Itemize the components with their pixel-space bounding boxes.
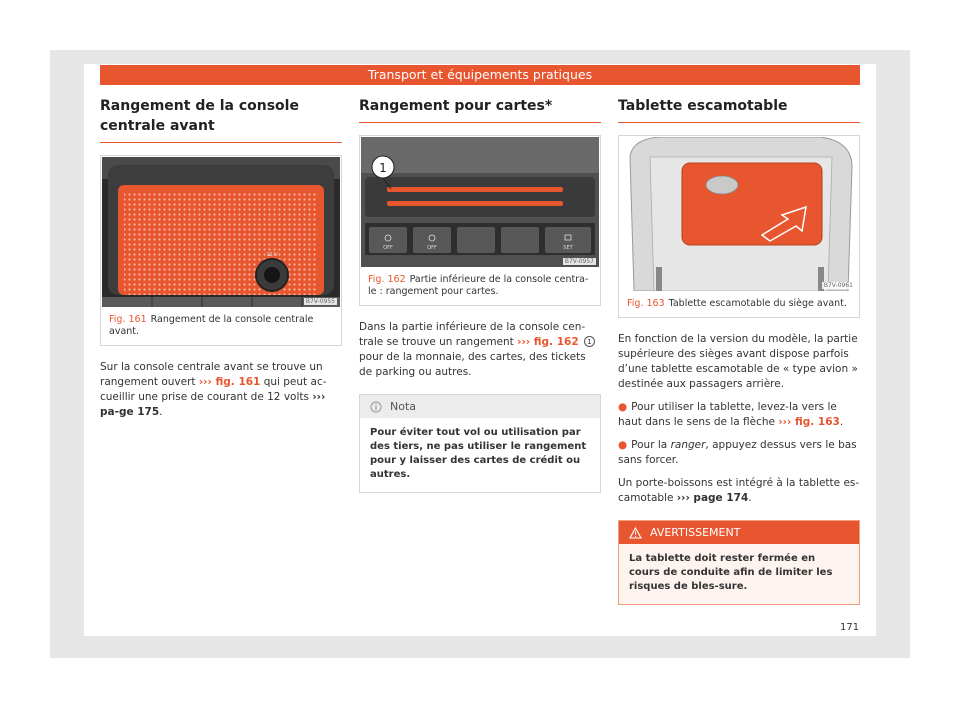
callout-marker: 1 (584, 336, 595, 347)
figure-caption (101, 308, 341, 345)
note-label: Nota (390, 400, 417, 413)
figure-link[interactable]: ››› fig. 163 (778, 416, 840, 428)
caption-text: Tablette escamotable du siège avant. (668, 298, 847, 309)
console-storage-illustration (102, 157, 340, 307)
figure-number: Fig. 161 (109, 314, 147, 325)
paragraph: En fonction de la version du modèle, la partie supérieure des sièges avant dispose parfois d’une tablette escamotable de « type avion » destinée aux passagers arrière. (618, 333, 858, 390)
svg-text:OFF: OFF (383, 245, 393, 251)
info-icon (370, 401, 382, 413)
note-header (360, 395, 600, 418)
body-text (359, 320, 601, 380)
warning-label: AVERTISSEMENT (650, 526, 741, 539)
caption-text: Partie inférieure de la console centra-le : rangement pour cartes. (368, 274, 589, 297)
warning-text: La tablette doit rester fermée en cours de conduite afin de limiter les risques de bles-sure. (629, 553, 833, 592)
figure-number: Fig. 162 (368, 274, 406, 285)
paragraph: Dans la partie inférieure de la console cen-trale se trouve un rangement ››› fig. 162 1 pour de la monnaie, des cartes, des tickets de parking ou autres. (359, 320, 601, 380)
column-console-storage (100, 96, 342, 428)
figure-161 (100, 155, 342, 346)
svg-text:OFF: OFF (427, 245, 437, 251)
card-storage-illustration (361, 137, 599, 267)
column-tray-table (618, 96, 860, 605)
note-text: Pour éviter tout vol ou utilisation par des tiers, ne pas utiliser le rangement pour y laisser des cartes de crédit ou autres. (360, 418, 600, 492)
figure-caption (619, 292, 859, 317)
body-text (618, 332, 860, 506)
figure-caption (360, 268, 600, 305)
figure-163-image (620, 137, 858, 291)
warning-box (618, 520, 860, 605)
tray-table-illustration (620, 137, 858, 291)
section-title: Rangement de la console centrale avant (100, 96, 342, 143)
bullet-item: ● Pour utiliser la tablette, levez-la vers le haut dans le sens de la flèche ››› fig. 163. (618, 401, 844, 428)
section-title: Rangement pour cartes* (359, 96, 601, 123)
bullet-item: ● Pour la ranger, appuyez dessus vers le bas sans forcer. (618, 439, 857, 466)
figure-163 (618, 135, 860, 318)
figure-162-image (361, 137, 599, 267)
page-number: 171 (840, 622, 860, 633)
chapter-header: Transport et équipements pratiques (100, 65, 860, 85)
figure-code: B7V-0961 (823, 282, 853, 289)
paragraph: Un porte-boissons est intégré à la tablette es-camotable ››› page 174. (618, 477, 860, 504)
section-title: Tablette escamotable (618, 96, 860, 123)
figure-link[interactable]: ››› fig. 162 (517, 336, 579, 348)
svg-text:12 V: 12 V (266, 252, 278, 258)
paragraph: Sur la console centrale avant se trouve un rangement ouvert ››› fig. 161 qui peut ac-cueillir une prise de courant de 12 volts ››› pa-ge 175. (100, 361, 327, 418)
figure-162 (359, 135, 601, 306)
page-link[interactable]: ››› pa-ge 175 (100, 391, 326, 418)
column-card-storage (359, 96, 601, 493)
page-link[interactable]: ››› page 174 (676, 492, 749, 504)
bullet-icon: ● (618, 439, 628, 451)
svg-text:1: 1 (379, 161, 387, 175)
bullet-icon: ● (618, 401, 628, 413)
figure-number: Fig. 163 (627, 298, 665, 309)
note-box (359, 394, 601, 493)
figure-code: B7V-0957 (564, 258, 594, 265)
warning-triangle-icon (629, 527, 642, 539)
warning-header (619, 521, 859, 544)
svg-text:SET: SET (563, 245, 573, 251)
figure-link[interactable]: ››› fig. 161 (198, 376, 261, 388)
body-text (100, 360, 342, 420)
caption-text: Rangement de la console centrale avant. (109, 314, 314, 337)
figure-161-image (102, 157, 340, 307)
figure-code: B7V-0955 (305, 298, 335, 305)
